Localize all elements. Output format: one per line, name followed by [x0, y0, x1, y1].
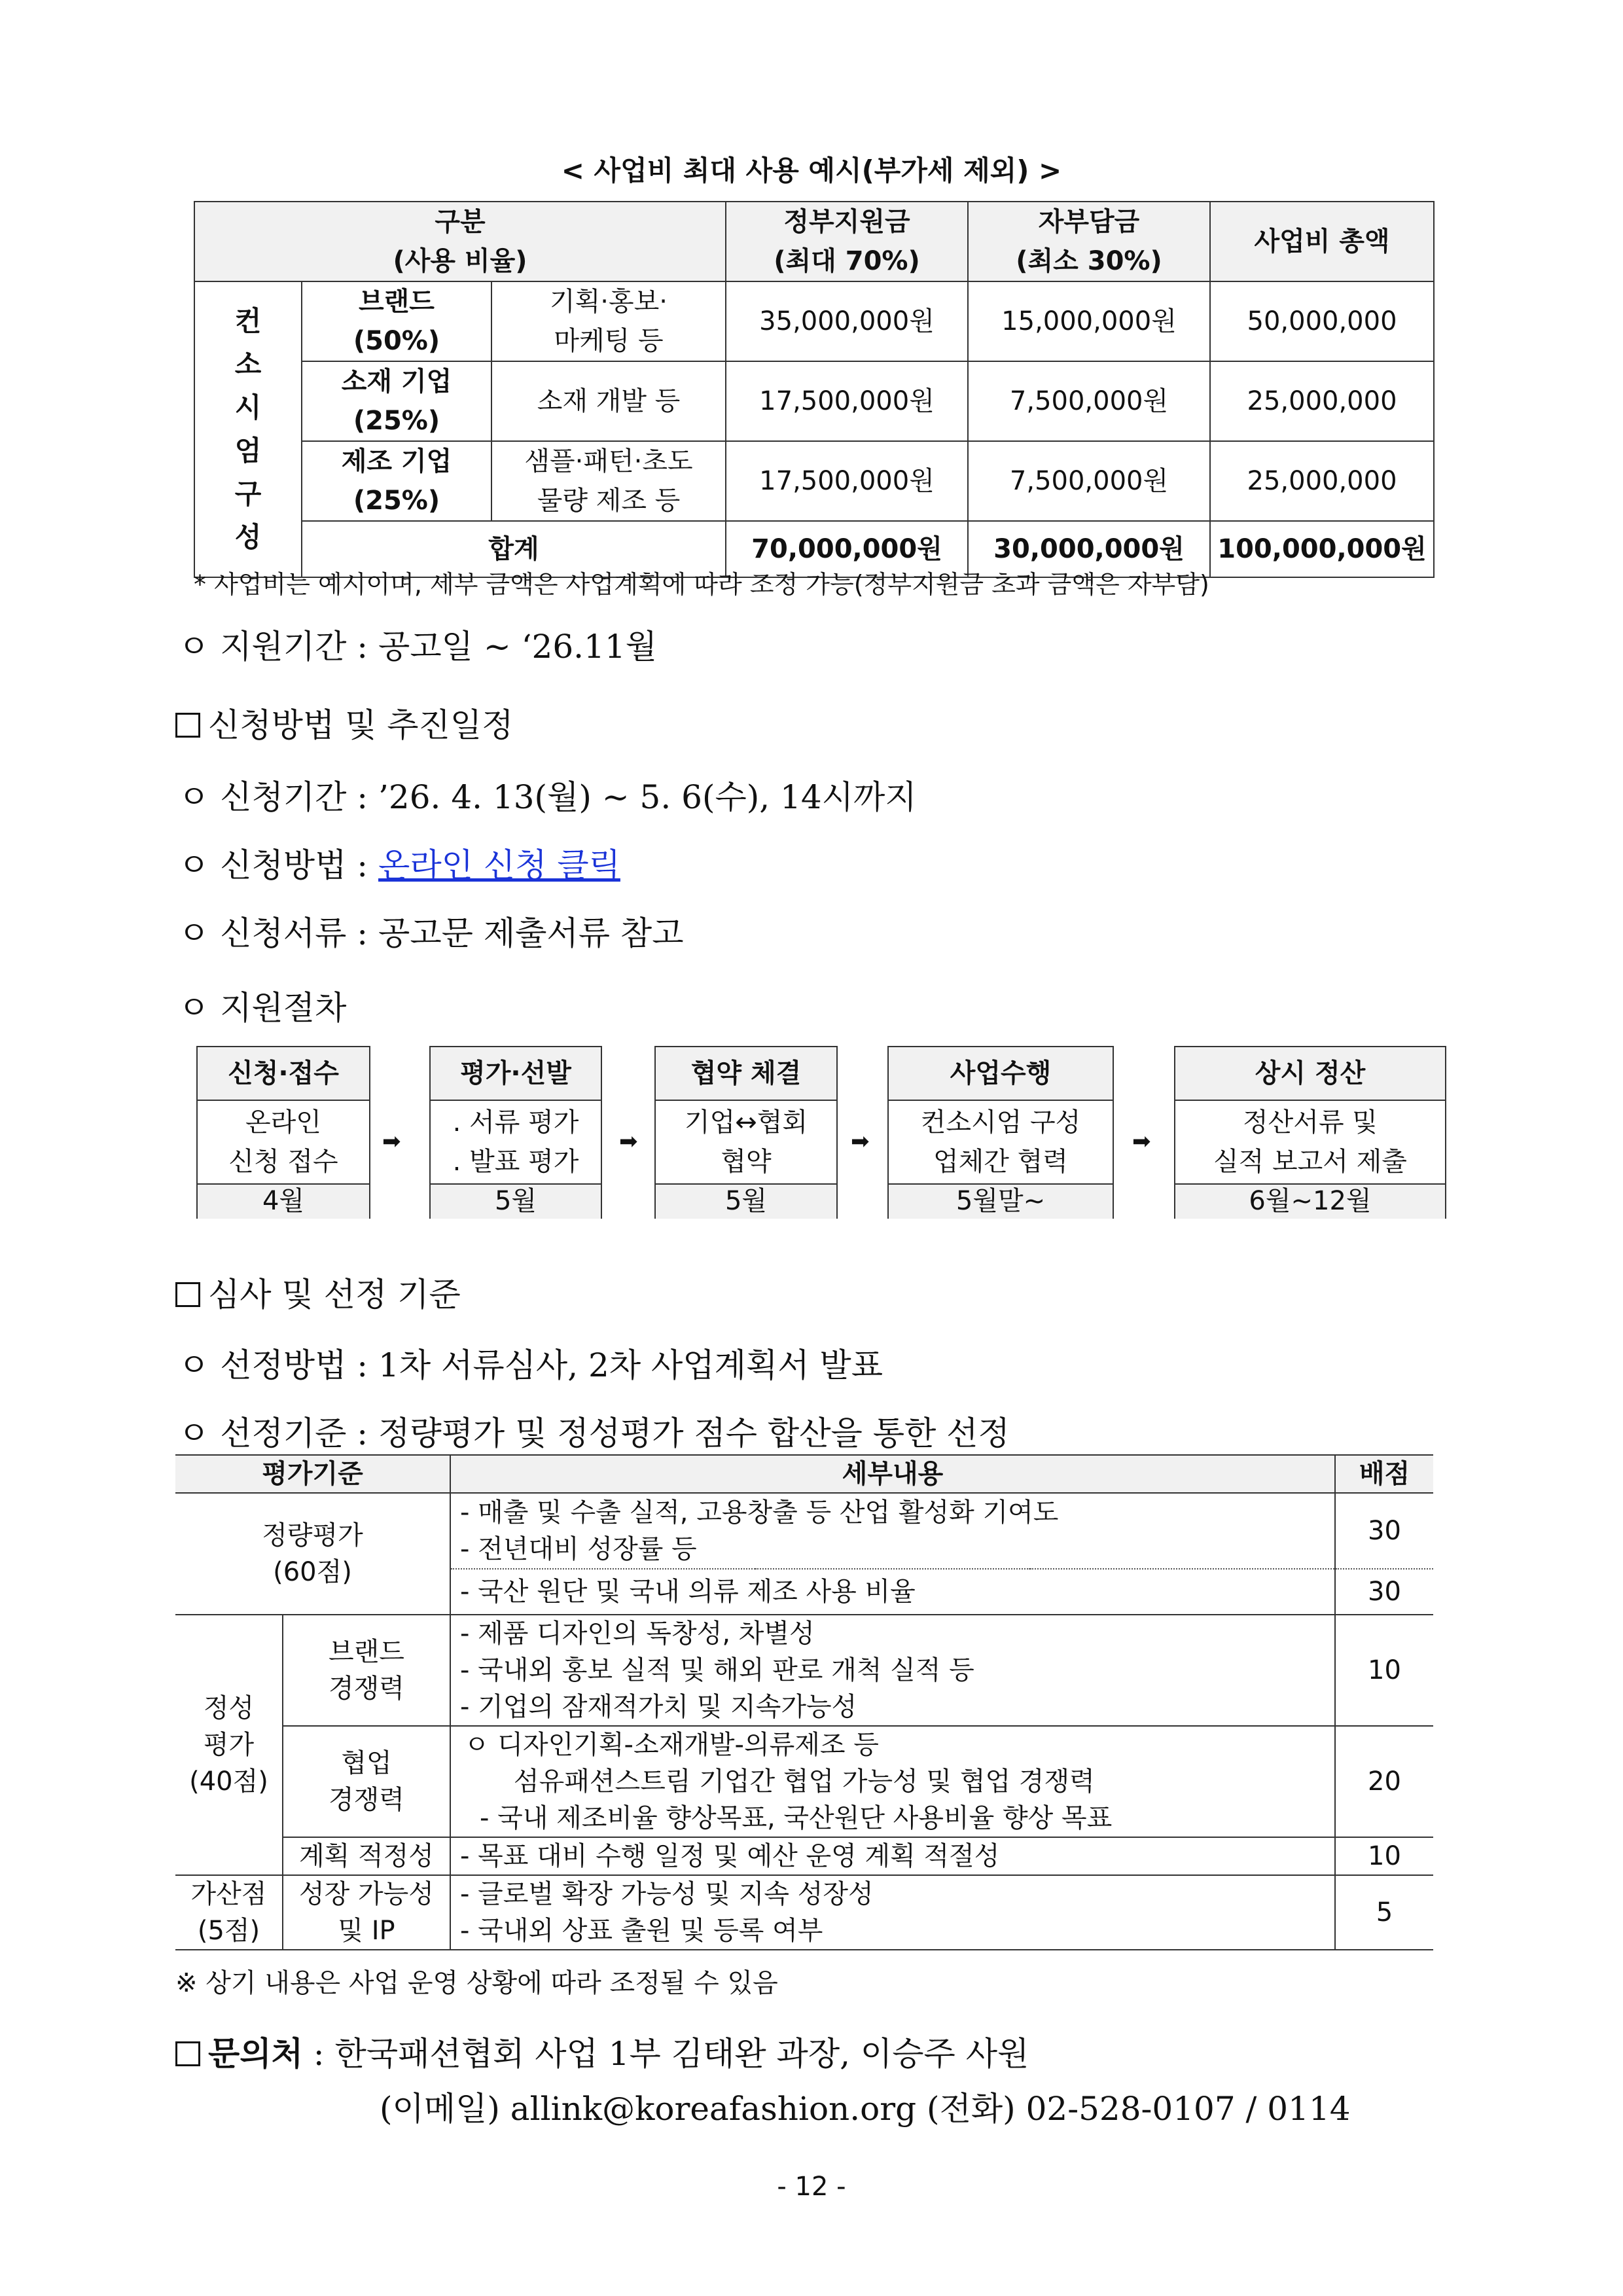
checkbox-square-icon [175, 1282, 200, 1307]
budget-row-desc: 기획·홍보· 마케팅 등 [491, 281, 726, 361]
eval-score: 30 [1335, 1493, 1433, 1569]
eval-detail: - 목표 대비 수행 일정 및 예산 운영 계획 적절성 [450, 1837, 1335, 1875]
budget-sum-gov: 70,000,000원 [726, 521, 968, 577]
arrow-right-icon: ➡ [382, 1128, 401, 1155]
contact-line [175, 2028, 1029, 2075]
budget-row-total: 50,000,000 [1210, 281, 1434, 361]
flow-step-evaluate [429, 1046, 602, 1219]
eval-score: 30 [1335, 1569, 1433, 1615]
flow-step-detail: 정산서류 및 [1243, 1107, 1378, 1138]
select-method: ㅇ 선정방법 : 1차 서류심사, 2차 사업계획서 발표 [178, 1346, 883, 1384]
apply-docs: ㅇ 신청서류 : 공고문 제출서류 참고 [178, 914, 684, 952]
budget-group-consortium: 컨 소 시 엄 구 성 [194, 281, 302, 577]
eval-brand-competitiveness: 브랜드 경쟁력 [283, 1615, 450, 1726]
budget-sum-total: 100,000,000원 [1210, 521, 1434, 577]
budget-table [194, 201, 1435, 578]
budget-row-total: 25,000,000 [1210, 441, 1434, 521]
eval-quantitative: 정량평가 (60점) [175, 1493, 450, 1615]
select-criteria: ㅇ 선정기준 : 정량평가 및 정성평가 점수 합산을 통한 선정 [178, 1414, 1010, 1452]
budget-table-caption: < 사업비 최대 사용 예시(부가세 제외) > [561, 154, 1062, 187]
eval-detail: ㅇ 디자인기획-소재개발-의류제조 등 섬유패션스트림 기업간 협업 가능성 및 협업 경쟁력 - 국내 제조비율 향상목표, 국산원단 사용비율 향상 목표 [450, 1726, 1335, 1837]
flow-step-title: 협약 체결 [656, 1047, 836, 1101]
checkbox-square-icon [175, 713, 200, 738]
checkbox-square-icon [175, 2041, 200, 2066]
flow-step-apply [196, 1046, 370, 1219]
flow-step-title: 상시 정산 [1175, 1047, 1445, 1101]
support-period: ㅇ 지원기간 : 공고일 ~ ‘26.11월 [178, 628, 657, 666]
flow-step-title: 사업수행 [889, 1047, 1113, 1101]
budget-row-name: 제조 기업 (25%) [302, 441, 491, 521]
section-heading-apply: 신청방법 및 추진일정 [175, 699, 514, 746]
eval-detail: - 제품 디자인의 독창성, 차별성 - 국내외 홍보 실적 및 해외 판로 개척 실적 등 - 기업의 잠재적가치 및 지속가능성 [450, 1615, 1335, 1726]
eval-score: 5 [1335, 1875, 1433, 1950]
arrow-right-icon: ➡ [1132, 1128, 1151, 1155]
flow-step-detail: 신청 접수 [228, 1147, 338, 1177]
flow-step-title: 신청·접수 [198, 1047, 369, 1101]
flow-step-settlement [1174, 1046, 1446, 1219]
flow-step-month: 4월 [198, 1183, 369, 1219]
eval-header-score: 배점 [1335, 1455, 1433, 1493]
budget-row-gov: 17,500,000원 [726, 361, 968, 441]
eval-qualitative: 정성 평가 (40점) [175, 1615, 283, 1875]
apply-period: ㅇ 신청기간 : ’26. 4. 13(월) ~ 5. 6(수), 14시까지 [178, 778, 917, 816]
contact-label: 문의처 [208, 2034, 303, 2073]
budget-row-gov: 35,000,000원 [726, 281, 968, 361]
flow-step-month: 5월 [656, 1183, 836, 1219]
eval-score: 10 [1335, 1615, 1433, 1726]
arrow-right-icon: ➡ [619, 1128, 638, 1155]
eval-score: 20 [1335, 1726, 1433, 1837]
flow-step-detail: . 발표 평가 [452, 1147, 579, 1177]
budget-header-total: 사업비 총액 [1210, 202, 1434, 281]
flow-step-detail: 컨소시엄 구성 [920, 1107, 1081, 1138]
flow-step-detail: . 서류 평가 [452, 1107, 579, 1138]
flow-step-month: 5월말~ [889, 1183, 1113, 1219]
flow-step-detail: 온라인 [245, 1107, 321, 1138]
eval-score: 10 [1335, 1837, 1433, 1875]
budget-sum-label: 합계 [302, 521, 726, 577]
budget-row-desc: 소재 개발 등 [491, 361, 726, 441]
apply-method: ㅇ 신청방법 : 온라인 신청 클릭 [178, 846, 620, 884]
budget-row-name: 소재 기업 (25%) [302, 361, 491, 441]
page-number: - 12 - [777, 2172, 846, 2202]
evaluation-table [175, 1454, 1433, 1950]
flow-step-execute [887, 1046, 1114, 1219]
eval-header-detail: 세부내용 [450, 1455, 1335, 1493]
budget-row-total: 25,000,000 [1210, 361, 1434, 441]
budget-header-self: 자부담금 (최소 30%) [968, 202, 1210, 281]
budget-row-desc: 샘플·패턴·초도 물량 제조 등 [491, 441, 726, 521]
flow-step-detail: 협약 [721, 1147, 772, 1177]
eval-detail: - 글로벌 확장 가능성 및 지속 성장성 - 국내외 상표 출원 및 등록 여부 [450, 1875, 1335, 1950]
contact-details: (이메일) allink@koreafashion.org (전화) 02-528-0107 / 0114 [380, 2090, 1351, 2128]
arrow-right-icon: ➡ [851, 1128, 870, 1155]
flow-step-month: 6월~12월 [1175, 1183, 1445, 1219]
budget-row-name: 브랜드 (50%) [302, 281, 491, 361]
budget-note: * 사업비는 예시이며, 세부 금액은 사업계획에 따라 조정 가능(정부지원금 초과 금액은 자부담) [194, 570, 1209, 599]
budget-row-self: 7,500,000원 [968, 361, 1210, 441]
eval-bonus: 가산점 (5점) [175, 1875, 283, 1950]
eval-detail: - 국산 원단 및 국내 의류 제조 사용 비율 [450, 1569, 1335, 1615]
budget-header-gov: 정부지원금 (최대 70%) [726, 202, 968, 281]
flow-step-detail: 업체간 협력 [933, 1147, 1068, 1177]
eval-note: ※ 상기 내용은 사업 운영 상황에 따라 조정될 수 있음 [175, 1968, 778, 1998]
budget-row-gov: 17,500,000원 [726, 441, 968, 521]
budget-row-self: 15,000,000원 [968, 281, 1210, 361]
contact-text: : 한국패션협회 사업 1부 김태완 과장, 이승주 사원 [302, 2035, 1029, 2073]
eval-growth-ip: 성장 가능성 및 IP [283, 1875, 450, 1950]
budget-row-self: 7,500,000원 [968, 441, 1210, 521]
online-apply-link[interactable]: 온라인 신청 클릭 [378, 846, 620, 884]
eval-detail: - 매출 및 수출 실적, 고용창출 등 산업 활성화 기여도 - 전년대비 성장률 등 [450, 1493, 1335, 1569]
flow-step-detail: 실적 보고서 제출 [1213, 1147, 1407, 1177]
budget-header-category: 구분 (사용 비율) [194, 202, 726, 281]
eval-header-criteria: 평가기준 [175, 1455, 450, 1493]
flow-step-month: 5월 [431, 1183, 601, 1219]
eval-plan-adequacy: 계획 적정성 [283, 1837, 450, 1875]
procedure-label: ㅇ 지원절차 [178, 989, 347, 1027]
eval-collab-competitiveness: 협업 경쟁력 [283, 1726, 450, 1837]
flow-step-detail: 기업↔협회 [684, 1107, 808, 1138]
budget-sum-self: 30,000,000원 [968, 521, 1210, 577]
flow-step-agreement [654, 1046, 838, 1219]
flow-step-title: 평가·선발 [431, 1047, 601, 1101]
section-heading-evaluation: 심사 및 선정 기준 [175, 1268, 461, 1316]
